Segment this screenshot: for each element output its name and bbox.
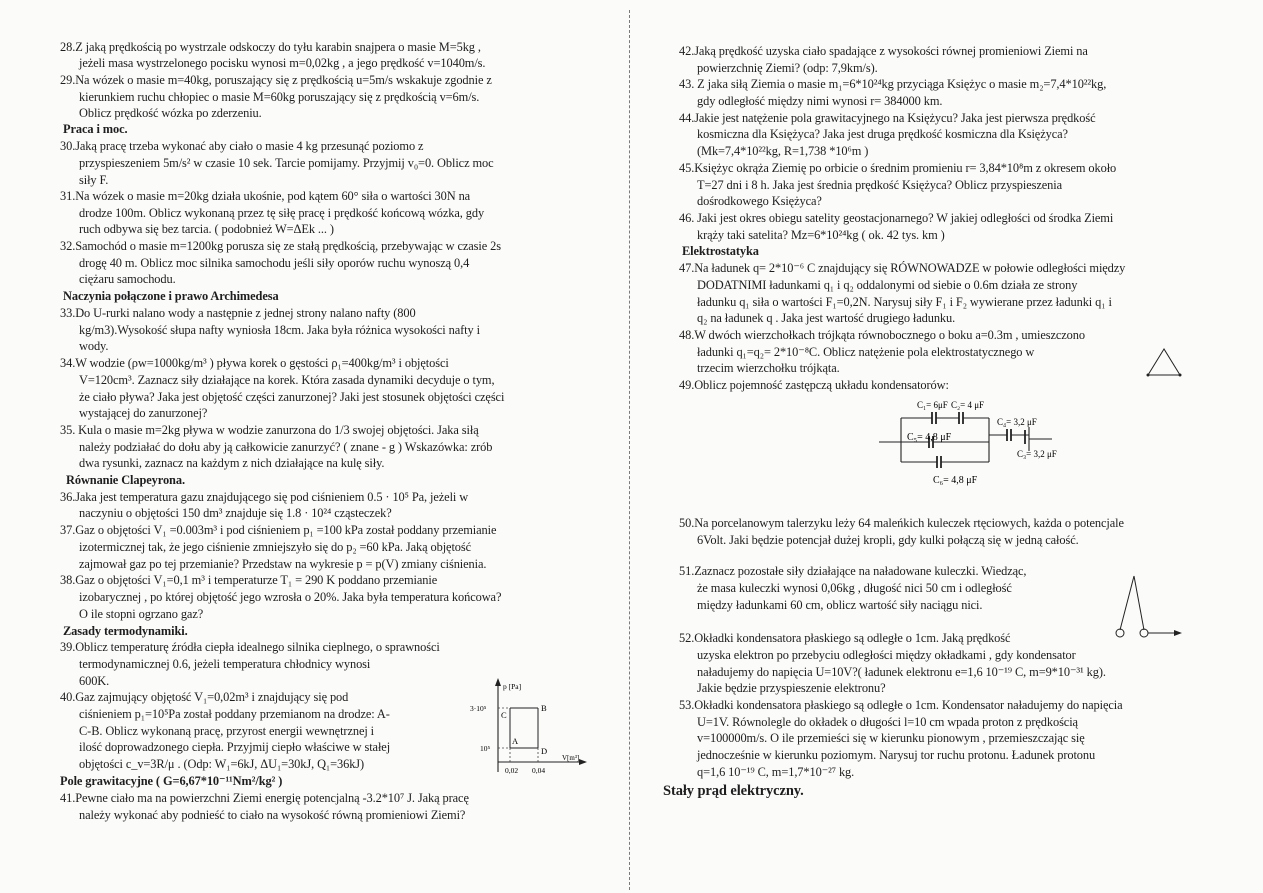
- pv-graph: [470, 676, 588, 780]
- triangle-outline: [1148, 349, 1180, 375]
- text-line: kosmiczna dla Księżyca? Jaka jest druga prędkość kosmiczna dla Księżyca?: [697, 127, 1068, 141]
- charge-dot: [1179, 374, 1182, 377]
- circuit-label-C1: C₁= 6μF: [917, 400, 948, 410]
- text-line: 31.Na wózek o masie m=20kg działa ukośnie, pod kątem 60° siła o wartości 30N na: [60, 189, 471, 203]
- circuit-label-C6: C₆= 4,8 μF: [933, 475, 978, 486]
- thread-right: [1134, 576, 1144, 630]
- pv-point-D: D: [541, 746, 548, 756]
- text-line: uzyska elektron po przebyciu odległości między okładkami , gdy kondensator: [697, 648, 1076, 662]
- text-line: ładunki q₁=q₂= 2*10⁻⁸C. Oblicz natężenie pola elektrostatycznego w: [697, 345, 1035, 359]
- pv-x-tick: 0,04: [532, 766, 546, 775]
- thread-left: [1120, 576, 1134, 630]
- text-line: q=1,6 10⁻¹⁹ C, m=1,7*10⁻²⁷ kg.: [697, 765, 855, 779]
- text-line: 46. Jaki jest okres obiegu satelity geostacjonarnego? W jakiej odległości od środka Ziemi: [679, 211, 1114, 225]
- text-line: 29.Na wózek o masie m=40kg, poruszający się z prędkością u=5m/s wskakuje zgodnie z: [60, 73, 492, 87]
- text-line: ładunku q₁ siła o wartości F₁=0,2N. Narysuj siły F₁ i F₂ wywierane przez ładunki q₁ i: [697, 295, 1112, 309]
- section-heading: Naczynia połączone i prawo Archimedesa: [63, 289, 279, 303]
- text-line: 32.Samochód o masie m=1200kg porusza się ze stałą prędkością, przebywając w czasie 2s: [60, 239, 501, 253]
- text-line: 30.Jaką pracę trzeba wykonać aby ciało o masie 4 kg przesunąć poziomo z: [60, 139, 424, 153]
- text-line: dwa rysunki, zaznacz na każdym z nich działające na kulę siły.: [79, 456, 385, 470]
- page-fold-line: [629, 10, 630, 890]
- text-line: kierunkiem ruchu chłopiec o masie M=60kg poruszający się z prędkością v=6m/s.: [79, 90, 480, 104]
- section-heading: Równanie Clapeyrona.: [66, 473, 185, 487]
- text-line: kg/m3).Wysokość słupa nafty wyniosła 18cm. Jaka była różnica wysokości nafty i: [79, 323, 480, 337]
- text-line: 33.Do U-rurki nalano wody a następnie z jednej strony nalano nafty (800: [60, 306, 416, 320]
- text-line: q₂ na ładunek q . Jaka jest wartość drugiego ładunku.: [697, 311, 956, 325]
- text-line: ruch odbywa się bez tarcia. ( podobnież W=ΔEk ... ): [79, 222, 334, 236]
- pv-point-A: A: [512, 736, 519, 746]
- charged-ball-right: [1140, 629, 1148, 637]
- text-line: objętości c_v=3R/μ . (Odp: W₁=6kJ, ΔU₁=30kJ, Q₁=36kJ): [79, 757, 365, 771]
- text-line: naczyniu o objętości 150 dm³ znajduje się 1.8 · 10²⁴ cząsteczek?: [79, 506, 392, 520]
- triangle-figure: [1144, 345, 1184, 379]
- text-line: U=1V. Równolegle do okładek o długości l=10 cm wpada proton z prędkością: [697, 715, 1078, 729]
- text-line: 49.Oblicz pojemność zastępczą układu kondensatorów:: [679, 378, 949, 392]
- text-line: 600K.: [79, 674, 110, 688]
- section-heading: Zasady termodynamiki.: [63, 624, 188, 638]
- text-line: 51.Zaznacz pozostałe siły działające na naładowane kuleczki. Wiedząc,: [679, 564, 1027, 578]
- circuit-label-C3: C₃= 3,2 μF: [1017, 449, 1057, 459]
- text-line: 6Volt. Jaki będzie potencjał dużej kropli, gdy kulki połączą się w jedną całość.: [697, 533, 1079, 547]
- text-line: wody.: [79, 339, 109, 353]
- text-line: należy podziałać do dołu aby ją całkowicie zanurzyć? ( znane - g ) Wskazówka: zrób: [79, 440, 493, 454]
- text-line: 43. Z jaka siłą Ziemia o masie m₁=6*10²⁴kg przyciąga Księżyc o masie m₂=7,4*10²²kg,: [679, 77, 1107, 91]
- text-line: między ładunkami 60 cm, oblicz wartość siły naciągu nici.: [697, 598, 983, 612]
- text-line: Oblicz prędkość wózka po zderzeniu.: [79, 106, 262, 120]
- text-line: przyspieszeniem 5m/s² w czasie 10 sek. Tarcie pomijamy. Przyjmij v₀=0. Oblicz moc: [79, 156, 494, 170]
- circuit-label-C4: C₄= 3,2 μF: [997, 417, 1037, 427]
- section-heading: Pole grawitacyjne ( G=6,67*10⁻¹¹Nm²/kg² ): [60, 774, 283, 788]
- text-line: 35. Kula o masie m=2kg pływa w wodzie zanurzona do 1/3 swojej objętości. Jaka siłą: [60, 423, 479, 437]
- text-line: drogę 40 m. Oblicz moc silnika samochodu jeśli siły oporów ruchu wynoszą 0,4: [79, 256, 470, 270]
- text-line: 40.Gaz zajmujący objętość V₁=0,02m³ i znajdujący się pod: [60, 690, 349, 704]
- charge-dot: [1147, 374, 1150, 377]
- text-line: 42.Jaką prędkość uzyska ciało spadające z wysokości równej promieniowi Ziemi na: [679, 44, 1088, 58]
- text-line: należy wykonać aby podnieść to ciało na wysokość równą promieniowi Ziemi?: [79, 808, 466, 822]
- text-line: że masa kuleczki wynosi 0,06kg , długość nici 50 cm i odległość: [697, 581, 1012, 595]
- pv-x-tick: 0,02: [505, 766, 519, 775]
- text-line: ciśnieniem p₁=10⁵Pa został poddany przemianom na drodze: A-: [79, 707, 390, 721]
- text-line: O ile stopni ogrzano gaz?: [79, 607, 204, 621]
- text-line: 53.Okładki kondensatora płaskiego są odległe o 1cm. Kondensator naładujemy do napięcia: [679, 698, 1123, 712]
- text-line: jednocześnie w kierunku poziomym. Narysuj tor ruchu protonu. Ładunek protonu: [697, 748, 1096, 762]
- pv-y-tick: 3·10⁵: [470, 704, 487, 713]
- text-line: wystającej do zanurzonej?: [79, 406, 208, 420]
- text-line: 47.Na ładunek q= 2*10⁻⁶ C znajdujący się RÓWNOWADZE w połowie odległości między: [679, 261, 1126, 275]
- section-heading: Elektrostatyka: [682, 244, 759, 258]
- text-line: 39.Oblicz temperaturę źródła ciepła idealnego silnika cieplnego, o sprawności: [60, 640, 440, 654]
- right-column: [632, 0, 1263, 893]
- section-heading: Praca i moc.: [63, 122, 128, 136]
- text-line: 36.Jaka jest temperatura gazu znajdującego się pod ciśnieniem 0.5 · 10⁵ Pa, jeżeli w: [60, 490, 469, 504]
- charged-ball-left: [1116, 629, 1124, 637]
- section-heading: Stały prąd elektryczny.: [663, 783, 804, 799]
- text-line: Jakie będzie przyspieszenie elektronu?: [697, 681, 886, 695]
- circuit-label-C5: C₅= 4,8 μF: [907, 432, 952, 443]
- pv-x-label: V[m³]: [562, 754, 580, 762]
- text-line: że ciało pływa? Jaka jest objętość części zanurzonej? Jaki jest stosunek objętości części: [79, 390, 505, 404]
- text-line: naładujemy do napięcia U=10V?( ładunek elektronu e=1,6 10⁻¹⁹ C, m=9*10⁻³¹ kg).: [697, 665, 1106, 679]
- text-line: 44.Jakie jest natężenie pola grawitacyjnego na Księżycu? Jaka jest pierwsza prędkość: [679, 111, 1096, 125]
- text-line: dośrodkowego Księżyca?: [697, 194, 822, 208]
- text-line: ilość doprowadzonego ciepła. Przyjmij ciepło właściwe w stałej: [79, 740, 391, 754]
- pv-x-arrow: [579, 759, 587, 765]
- hanging-charges-figure: [1110, 572, 1220, 644]
- pv-y-arrow: [495, 678, 501, 686]
- text-line: krąży taki satelita? Mz=6*10²⁴kg ( ok. 42 tys. km ): [697, 228, 945, 242]
- text-line: 48.W dwóch wierzchołkach trójkąta równobocznego o boku a=0.3m , umieszczono: [679, 328, 1085, 342]
- text-line: zajmował gaz po tej przemianie? Przedstaw na wykresie p = p(V) zmiany ciśnienia.: [79, 557, 487, 571]
- text-line: 34.W wodzie (ρw=1000kg/m³ ) pływa korek o gęstości ρ₁=400kg/m³ i objętości: [60, 356, 449, 370]
- text-line: drodze 100m. Oblicz wykonaną przez tę siłę pracę i prędkość końcową wózka, gdy: [79, 206, 485, 220]
- text-line: izobarycznej , po której objętość jego wzrosła o 20%. Jaka była temperatura końcowa?: [79, 590, 502, 604]
- circuit-label-C2: C₂= 4 μF: [951, 400, 985, 410]
- capacitor-circuit: [877, 395, 1072, 490]
- text-line: 28.Z jaką prędkością po wystrzale odskoczy do tyłu karabin snajpera o masie M=5kg ,: [60, 40, 481, 54]
- force-arrowhead: [1174, 630, 1182, 636]
- pv-point-C: C: [501, 710, 507, 720]
- text-line: 52.Okładki kondensatora płaskiego są odległe o 1cm. Jaką prędkość: [679, 631, 1011, 645]
- text-line: 45.Księżyc okrąża Ziemię po orbicie o średnim promieniu r= 3,84*10⁸m z okresem około: [679, 161, 1117, 175]
- text-line: gdy odległość między nimi wynosi r= 384000 km.: [697, 94, 943, 108]
- pv-y-label: p [Pa]: [503, 682, 522, 691]
- text-line: (Mk=7,4*10²²kg, R=1,738 *10⁶m ): [697, 144, 869, 158]
- text-line: V=120cm³. Zaznacz siły działające na korek. Która zasada dynamiki decyduje o tym,: [79, 373, 495, 387]
- text-line: T=27 dni i 8 h. Jaka jest średnia prędkość Księżyca? Oblicz przyspieszenia: [697, 178, 1062, 192]
- pv-point-B: B: [541, 703, 547, 713]
- left-column: [0, 0, 630, 893]
- pv-y-tick: 10⁵: [480, 744, 491, 753]
- text-line: siły F.: [79, 173, 109, 187]
- text-line: jeżeli masa wystrzelonego pocisku wynosi m=0,02kg , a jego prędkość v=1040m/s.: [79, 56, 486, 70]
- text-line: 41.Pewne ciało ma na powierzchni Ziemi energię potencjalną -3.2*10⁷ J. Jaką pracę: [60, 791, 469, 805]
- text-line: v=100000m/s. O ile przemieści się w kierunku pionowym , przemieszczając się: [697, 731, 1085, 745]
- text-line: 38.Gaz o objętości V₁=0,1 m³ i temperaturze T₁ = 290 K poddano przemianie: [60, 573, 438, 587]
- text-line: izotermicznej tak, że jego ciśnienie zmniejszyło się do p₂ =60 kPa. Jaką objętość: [79, 540, 472, 554]
- text-line: 50.Na porcelanowym talerzyku leży 64 maleńkich kuleczek rtęciowych, każda o potencjale: [679, 516, 1124, 530]
- text-line: DODATNIMI ładunkami q₁ i q₂ oddalonymi od siebie o 0.6m działa ze strony: [697, 278, 1078, 292]
- text-line: C-B. Oblicz wykonaną pracę, przyrost energii wewnętrznej i: [79, 724, 375, 738]
- text-line: termodynamicznej 0.6, jeżeli temperatura chłodnicy wynosi: [79, 657, 371, 671]
- text-line: 37.Gaz o objętości V₁ =0.003m³ i pod ciśnieniem p₁ =100 kPa został poddany przemianie: [60, 523, 497, 537]
- text-line: ciężaru samochodu.: [79, 272, 176, 286]
- text-line: trzecim wierzchołku trójkąta.: [697, 361, 840, 375]
- text-line: powierzchnię Ziemi? (odp: 7,9km/s).: [697, 61, 878, 75]
